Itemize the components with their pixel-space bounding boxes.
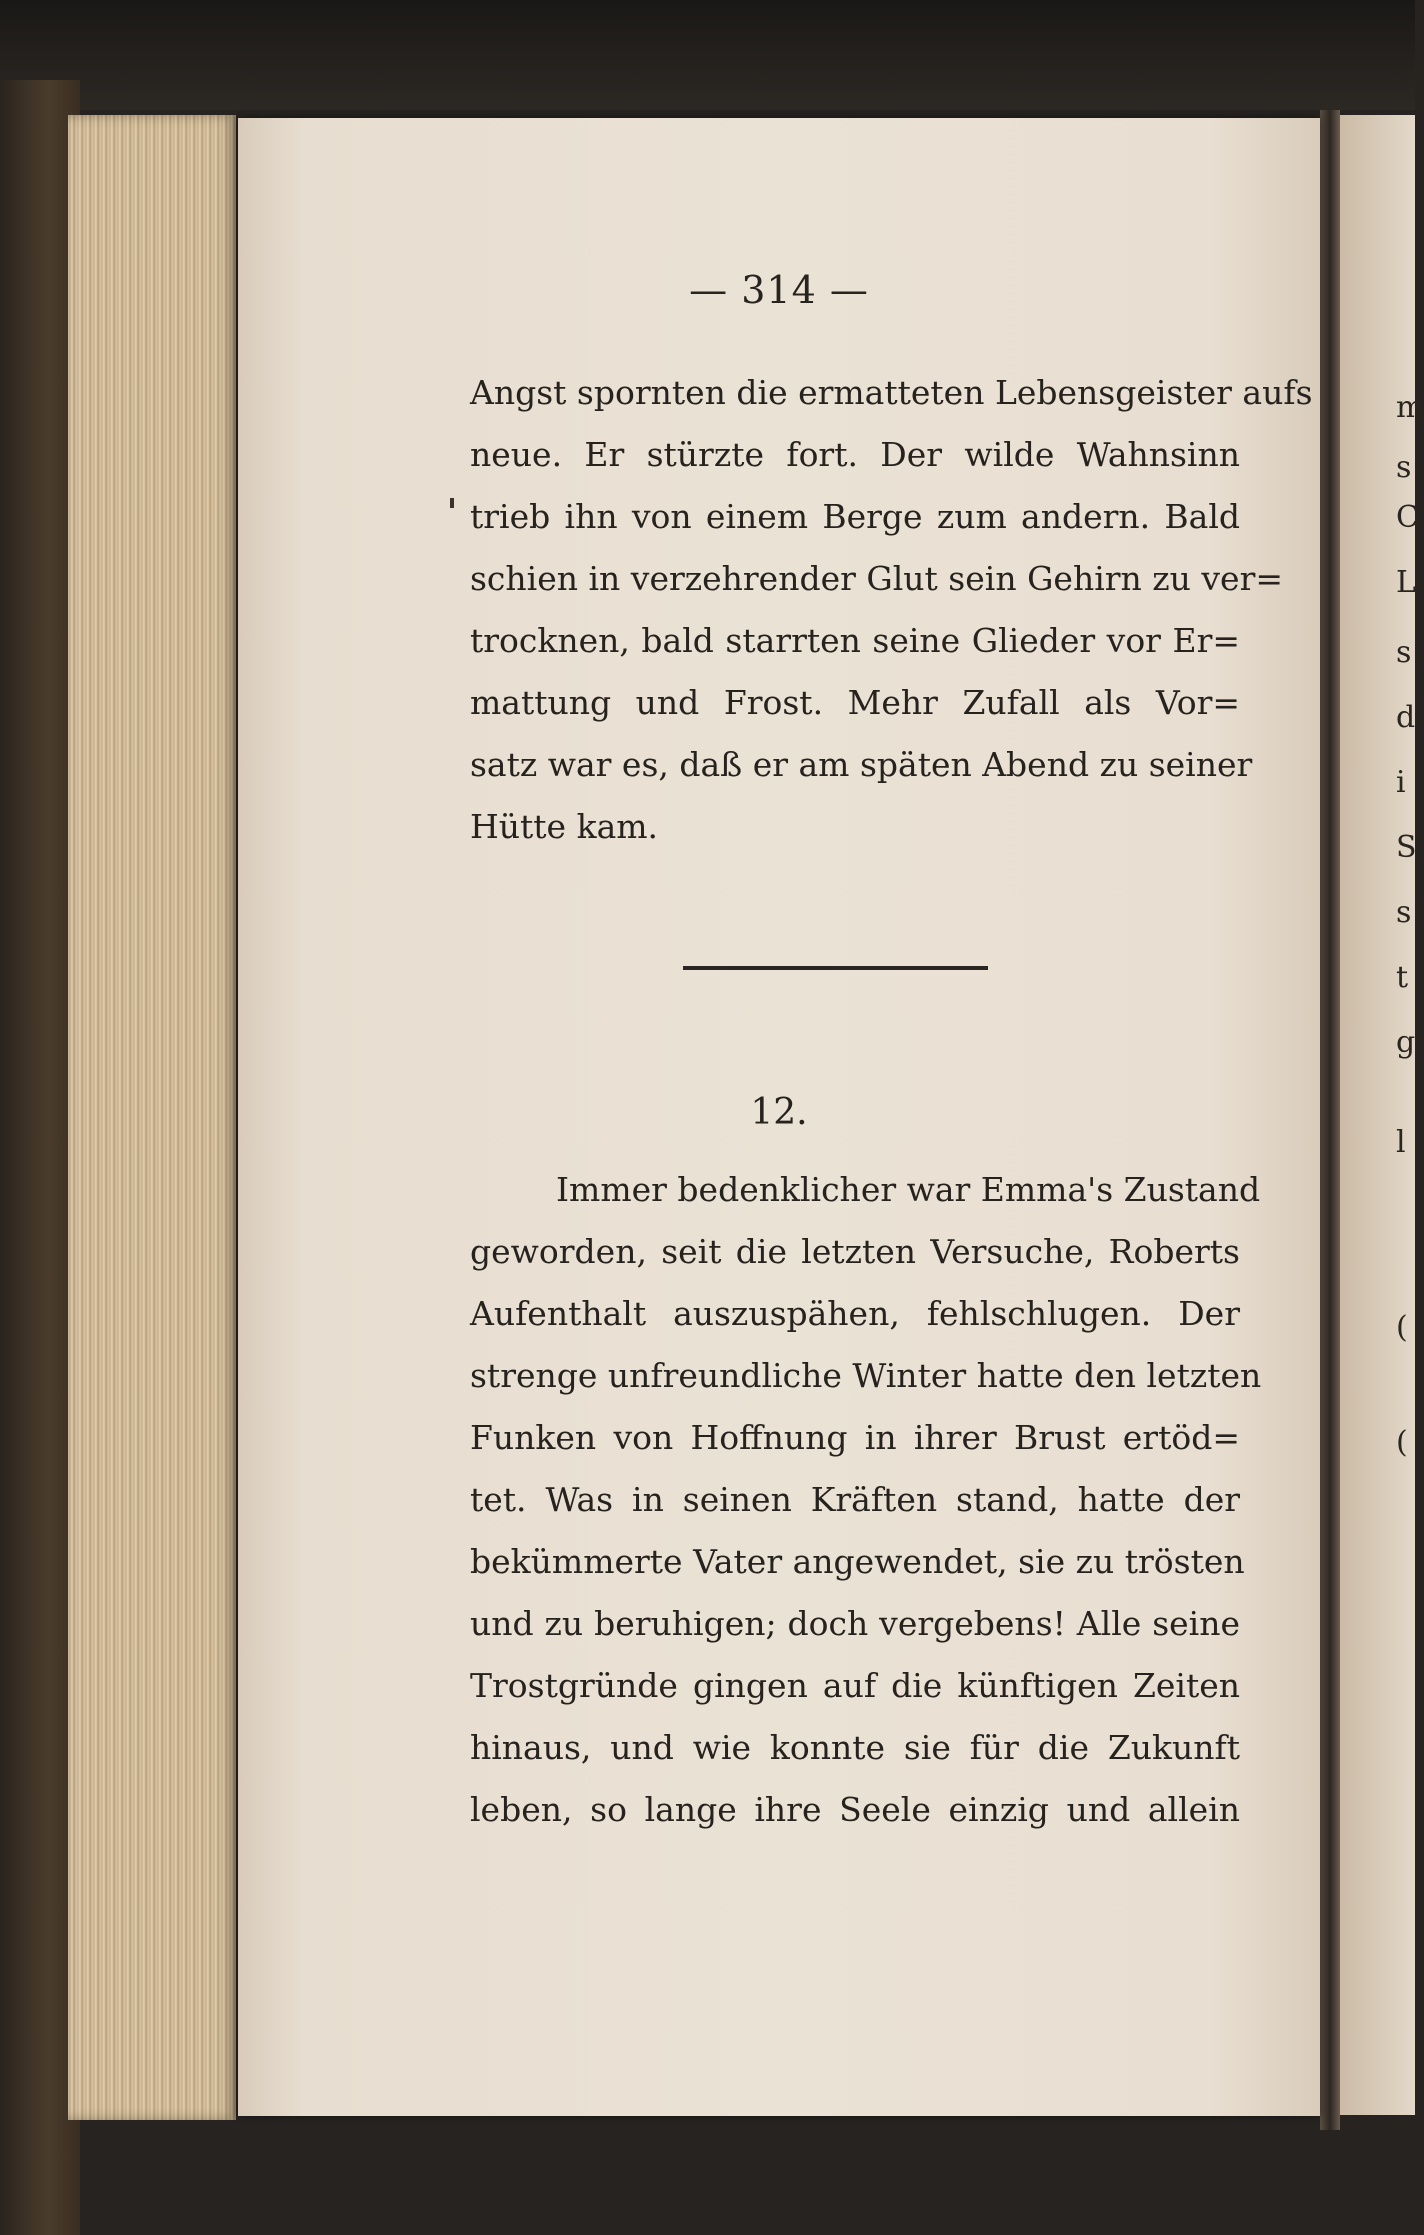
next-page-fragment: m [1396,390,1424,425]
page-number: — 314 — [689,268,869,312]
next-page-fragment: g [1396,1025,1416,1060]
book-gutter [1320,110,1340,2130]
text-line: schien in verzehrender Glut sein Gehirn zu ver= [470,559,1284,598]
text-line: hinaus, und wie konnte sie für die Zukunft [470,1728,1240,1767]
next-page-fragment: i [1396,765,1406,800]
text-line: leben, so lange ihre Seele einzig und allein [470,1790,1240,1829]
page-edges [68,115,236,2120]
next-page-edge [1340,115,1424,2115]
text-line: trieb ihn von einem Berge zum andern. Bald [470,497,1240,536]
next-page-fragment: s [1396,635,1412,670]
text-line: tet. Was in seinen Kräften stand, hatte der [470,1480,1240,1519]
text-line: und zu beruhigen; doch vergebens! Alle seine [470,1604,1240,1643]
next-page-fragment: t [1396,960,1409,995]
text-line: bekümmerte Vater angewendet, sie zu trösten [470,1542,1245,1581]
next-page-fragment: l [1396,1125,1406,1160]
text-line: Hütte kam. [470,807,659,846]
next-page-fragment: ( [1396,1310,1408,1345]
text-line: mattung und Frost. Mehr Zufall als Vor= [470,683,1240,722]
paragraph-continued [470,362,1313,858]
next-page-fragment: s [1396,895,1412,930]
text-line: Trostgründe gingen auf die künftigen Zeiten [470,1666,1240,1705]
margin-mark [450,498,454,508]
next-page-fragment: C [1396,500,1419,535]
next-page-fragment: ( [1396,1425,1408,1460]
text-line: Aufenthalt auszuspähen, fehlschlugen. Der [470,1294,1240,1333]
chapter-number: 12. [750,1092,808,1133]
text-line: neue. Er stürzte fort. Der wilde Wahnsinn [470,435,1240,474]
text-line: Immer bedenklicher war Emma's Zustand [556,1170,1261,1209]
text-line: Funken von Hoffnung in ihrer Brust ertöd= [470,1418,1240,1457]
text-line: Angst spornten die ermatteten Lebensgeister aufs [470,373,1313,412]
text-line: trocknen, bald starrten seine Glieder vor Er= [470,621,1240,660]
text-line: satz war es, daß er am späten Abend zu seiner [470,745,1253,784]
next-page-fragment: d [1396,700,1416,735]
text-line: strenge unfreundliche Winter hatte den letzten [470,1356,1262,1395]
next-page-fragment: L [1396,565,1416,600]
section-divider [683,966,988,970]
chapter-paragraph [470,1159,1262,1841]
next-page-fragment: s [1396,450,1412,485]
next-page-fragment: S [1396,830,1417,865]
text-line: geworden, seit die letzten Versuche, Roberts [470,1232,1240,1271]
book-cover-top [0,0,1415,110]
